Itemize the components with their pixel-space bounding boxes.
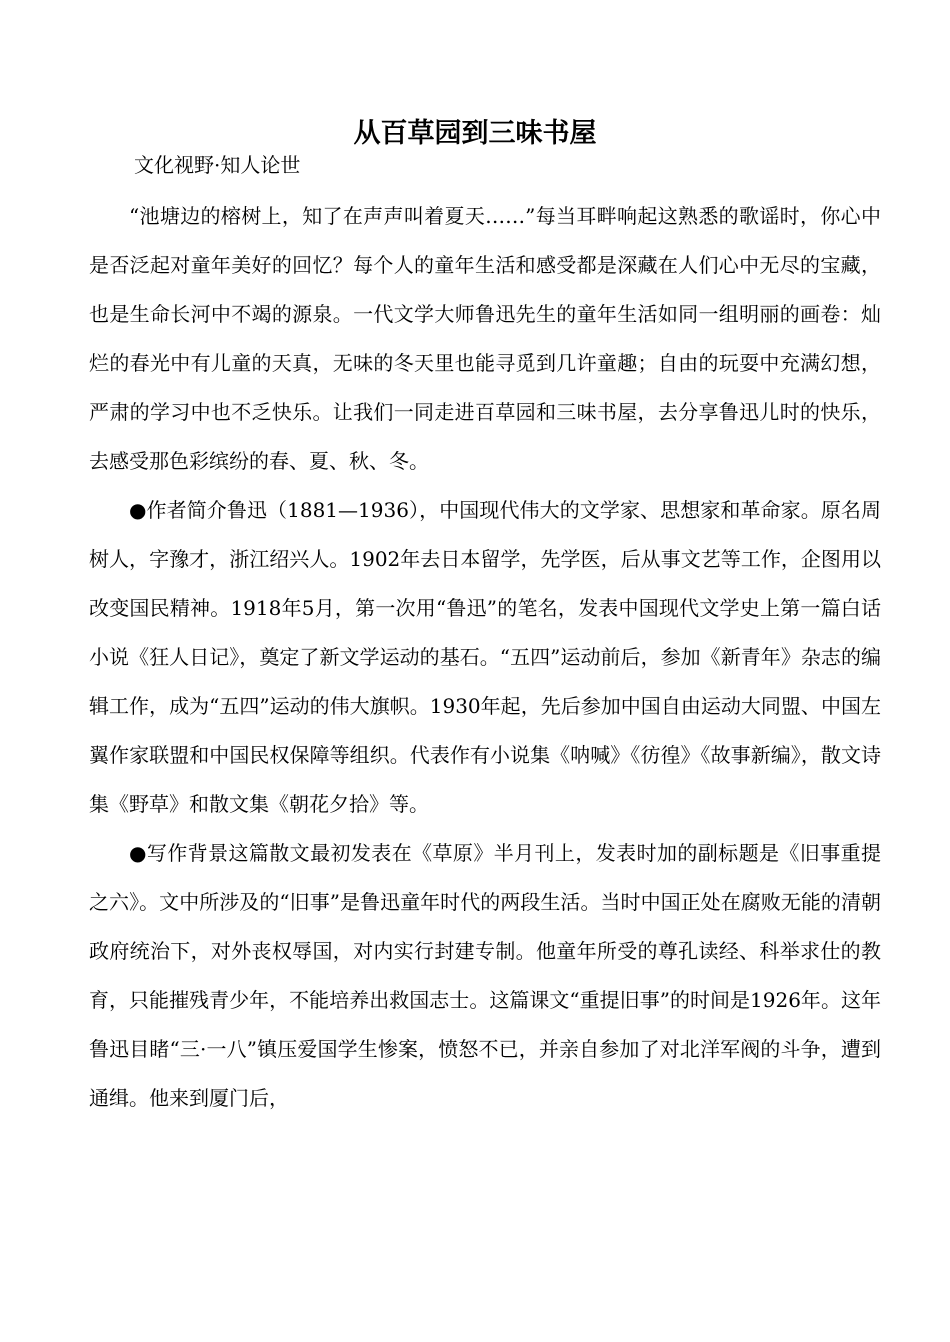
document-subtitle: 文化视野·知人论世 [134,153,301,177]
document-title: 从百草园到三味书屋 [353,118,597,149]
background-paragraph: ●写作背景这篇散文最初发表在《草原》半月刊上，发表时加的副标题是《旧事重提之六》。文中所涉及的“旧事”是鲁迅童年时代的两段生活。当时中国正处在腐败无能的清朝政府统治下，对外丧权辱国，对内实行封建专制。他童年所受的尊孔读经、科举求仕的教育，只能摧残青少年，不能培养出救国志士。这篇课文“重提旧事”的时间是1926年。这年鲁迅目睹“三·一八”镇压爱国学生惨案，愤怒不已，并亲自参加了对北洋军阀的斗争，遭到通缉。他来到厦门后， [89,841,881,1110]
document-body [89,192,881,1123]
intro-paragraph: “池塘边的榕树上，知了在声声叫着夏天……”每当耳畔响起这熟悉的歌谣时，你心中是否泛起对童年美好的回忆？每个人的童年生活和感受都是深藏在人们心中无尽的宝藏，也是生命长河中不竭的源泉。一代文学大师鲁迅先生的童年生活如同一组明丽的画卷：灿烂的春光中有儿童的天真，无味的冬天里也能寻觅到几许童趣；自由的玩耍中充满幻想，严肃的学习中也不乏快乐。让我们一同走进百草园和三味书屋，去分享鲁迅儿时的快乐，去感受那色彩缤纷的春、夏、秋、冬。 [89,204,881,473]
author-intro-paragraph: ●作者简介鲁迅（1881—1936），中国现代伟大的文学家、思想家和革命家。原名周树人，字豫才，浙江绍兴人。1902年去日本留学，先学医，后从事文艺等工作，企图用以改变国民精神。1918年5月，第一次用“鲁迅”的笔名，发表中国现代文学史上第一篇白话小说《狂人日记》，奠定了新文学运动的基石。“五四”运动前后，参加《新青年》杂志的编辑工作，成为“五四”运动的伟大旗帜。1930年起，先后参加中国自由运动大同盟、中国左翼作家联盟和中国民权保障等组织。代表作有小说集《呐喊》《彷徨》《故事新编》，散文诗集《野草》和散文集《朝花夕拾》等。 [89,498,881,816]
